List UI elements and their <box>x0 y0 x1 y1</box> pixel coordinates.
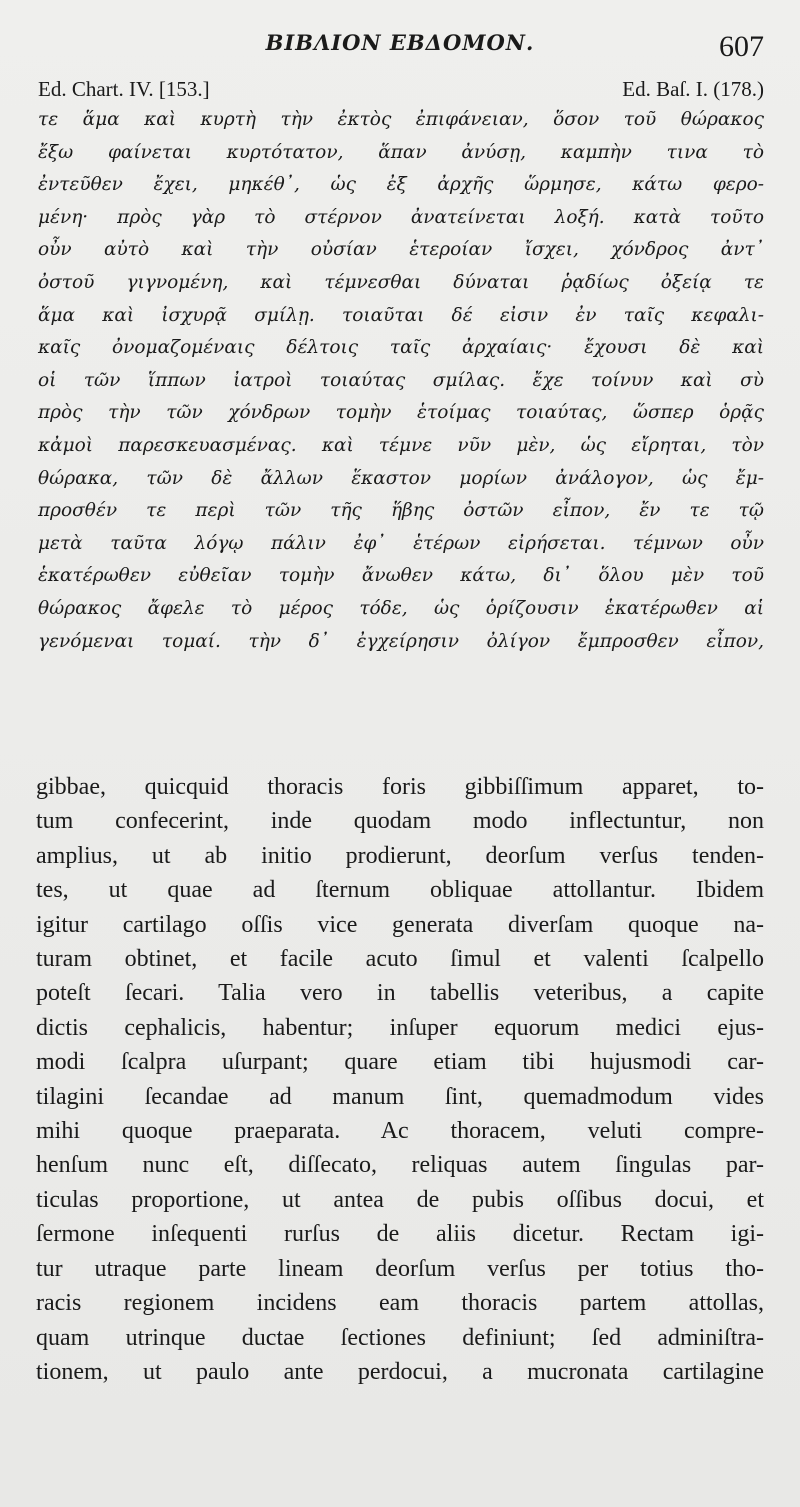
greek-line: γενόμεναι τομαί. τὴν δ᾽ ἐγχείρησιν ὀλίγον ἔμπροσθεν εἶπον, <box>38 630 764 652</box>
latin-line: tes, ut quae ad ſternum obliquae attollantur. Ibidem <box>36 877 764 904</box>
latin-line: tur utraque parte lineam deorſum verſus per totius tho- <box>36 1255 764 1282</box>
latin-line: tum confecerint, inde quodam modo inflectuntur, non <box>36 808 764 835</box>
greek-line: θώρακα, τῶν δὲ ἄλλων ἕκαστον μορίων ἀνάλογον, ὡς ἔμ- <box>38 467 764 489</box>
greek-line: ἔξω φαίνεται κυρτότατον, ἅπαν ἀνύσῃ, καμπὴν τινα τὸ <box>38 141 764 163</box>
greek-text-block <box>38 104 764 658</box>
latin-line: henſum nunc eſt, diſſecato, reliquas autem ſingulas par- <box>36 1152 764 1179</box>
greek-line: προσθέν τε περὶ τῶν τῆς ἥβης ὀστῶν εἶπον, ἔν τε τῷ <box>38 500 764 522</box>
greek-line: καῖς ὀνομαζομέναις δέλτοις ταῖς ἀρχαίαις· ἔχουσι δὲ καὶ <box>38 337 764 359</box>
edition-basel: Ed. Baſ. I. (178.) <box>622 77 764 101</box>
latin-line: tilagini ſecandae ad manum ſint, quemadmodum vides <box>36 1083 764 1110</box>
latin-line: racis regionem incidens eam thoracis partem attollas, <box>36 1290 764 1317</box>
latin-line: gibbae, quicquid thoracis foris gibbiſſimum apparet, to- <box>36 774 764 800</box>
latin-line: dictis cephalicis, habentur; inſuper equorum medici ejus- <box>36 1014 764 1041</box>
latin-line: tionem, ut paulo ante perdocui, a mucronata cartilagine <box>36 1358 764 1385</box>
greek-line: μετὰ ταῦτα λόγῳ πάλιν ἐφ᾽ ἑτέρων εἰρήσεται. τέμνων οὖν <box>38 532 764 554</box>
greek-line: τε ἅμα καὶ κυρτὴ τὴν ἐκτὸς ἐπιφάνειαν, ὅσον τοῦ θώρακος <box>38 109 764 130</box>
greek-line: μένη· πρὸς γὰρ τὸ στέρνον ἀνατείνεται λοξή. κατὰ τοῦτο <box>38 206 764 228</box>
greek-line: ὀστοῦ γιγνομένη, καὶ τέμνεσθαι δύναται ῥᾳδίως ὀξείᾳ τε <box>38 271 764 293</box>
latin-line: poteſt ſecari. Talia vero in tabellis veteribus, a capite <box>36 980 764 1007</box>
greek-line: θώρακος ἄφελε τὸ μέρος τόδε, ὡς ὁρίζουσιν ἑκατέρωθεν αἱ <box>38 597 764 619</box>
latin-line: turam obtinet, et facile acuto ſimul et valenti ſcalpello <box>36 946 764 973</box>
page-number: 607 <box>719 30 764 63</box>
edition-chartier: Ed. Chart. IV. [153.] <box>38 77 210 101</box>
latin-line: quam utrinque ductae ſectiones definiunt; ſed adminiſtra- <box>36 1324 764 1351</box>
greek-line: πρὸς τὴν τῶν χόνδρων τομὴν ἑτοίμας τοιαύτας, ὥσπερ ὁρᾷς <box>38 402 764 424</box>
greek-line: ἅμα καὶ ἰσχυρᾷ σμίλῃ. τοιαῦται δέ εἰσιν ἐν ταῖς κεφαλι- <box>38 304 764 326</box>
greek-line: ἐντεῦθεν ἔχει, μηκέθ᾽, ὡς ἐξ ἀρχῆς ὥρμησε, κάτω φερο- <box>38 174 764 196</box>
latin-line: ticulas proportione, ut antea de pubis oſſibus docui, et <box>36 1186 764 1213</box>
greek-line: ἑκατέρωθεν εὐθεῖαν τομὴν ἄνωθεν κάτω, δι᾽ ὅλου μὲν τοῦ <box>38 565 764 587</box>
latin-line: amplius, ut ab initio prodierunt, deorſum verſus tenden- <box>36 842 764 869</box>
greek-line: κἀμοὶ παρεσκευασμένας. καὶ τέμνε νῦν μὲν, ὡς εἴρηται, τὸν <box>38 434 764 456</box>
latin-line: mihi quoque praeparata. Ac thoracem, veluti compre- <box>36 1118 764 1145</box>
latin-line: igitur cartilago oſſis vice generata diverſam quoque na- <box>36 911 764 938</box>
greek-line: οὖν αὐτὸ καὶ τὴν οὐσίαν ἑτεροίαν ἴσχει, χόνδρος ἀντ᾽ <box>38 239 764 261</box>
latin-line: modi ſcalpra uſurpant; quare etiam tibi hujusmodi car- <box>36 1049 764 1076</box>
latin-text-block <box>36 770 764 1389</box>
latin-line: ſermone inſequenti rurſus de aliis dicetur. Rectam igi- <box>36 1221 764 1248</box>
running-title: ΒΙΒΛΙΟΝ ΕΒΔΟΜΟΝ. <box>265 30 535 55</box>
greek-line: οἱ τῶν ἵππων ἰατροὶ τοιαύτας σμίλας. ἔχε τοίνυν καὶ σὺ <box>38 369 764 391</box>
